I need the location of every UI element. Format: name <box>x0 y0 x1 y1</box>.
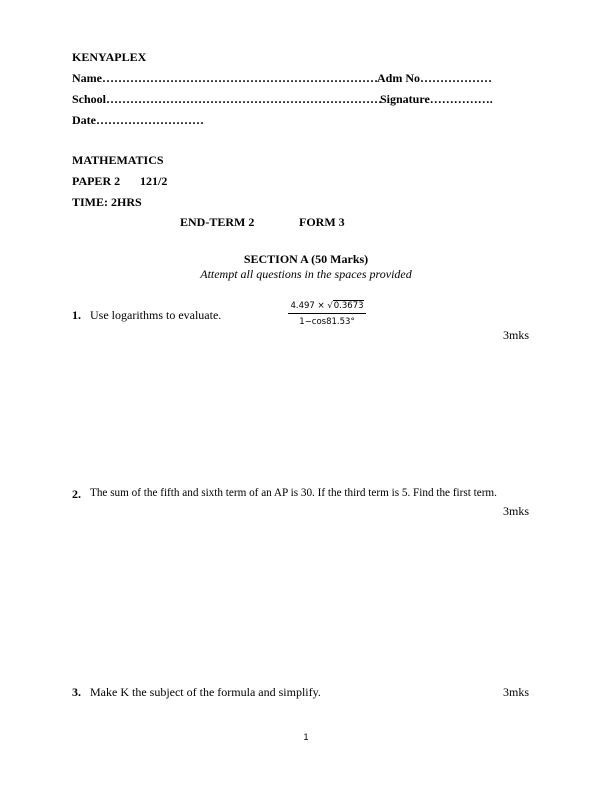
paper-label: PAPER 2 <box>72 174 121 188</box>
formula-radicand: 0.3673 <box>333 301 364 311</box>
question-number: 3. <box>72 685 81 699</box>
formula-numerator <box>288 301 366 314</box>
question-text: Make K the subject of the formula and simplify. <box>90 685 321 699</box>
formula-denominator: 1−cos81.53° <box>299 317 355 327</box>
date-field[interactable]: Date……………………… <box>72 113 204 127</box>
question-number: 2. <box>72 487 81 501</box>
page-number: 1 <box>303 732 309 742</box>
school-brand: KENYAPLEX <box>72 50 147 64</box>
question-marks: 3mks <box>503 504 530 518</box>
question-text: Use logarithms to evaluate. <box>90 308 222 322</box>
log-formula <box>288 301 366 327</box>
section-title: SECTION A (50 Marks) <box>243 252 369 266</box>
question-text: The sum of the fifth and sixth term of an AP is 30. If the third term is 5. Find the first term. <box>90 487 497 499</box>
time-label: TIME: 2HRS <box>72 195 142 209</box>
school-field[interactable]: School…………………………………………………………… <box>72 92 383 106</box>
adm-no-field[interactable]: Adm No……………… <box>377 71 493 85</box>
paper-code: 121/2 <box>140 174 168 188</box>
name-field[interactable]: Name…………………………………………………………… <box>72 71 378 85</box>
section-instruction: Attempt all questions in the spaces provided <box>200 267 412 281</box>
signature-field[interactable]: Signature……………. <box>380 92 493 106</box>
term-label: END-TERM 2 <box>180 215 255 229</box>
question-marks: 3mks <box>503 328 530 342</box>
question-marks: 3mks <box>503 685 530 699</box>
subject-title: MATHEMATICS <box>72 153 164 167</box>
question-number: 1. <box>72 308 81 322</box>
form-label: FORM 3 <box>299 215 345 229</box>
formula-numerator-left: 4.497 × √ <box>290 301 333 311</box>
